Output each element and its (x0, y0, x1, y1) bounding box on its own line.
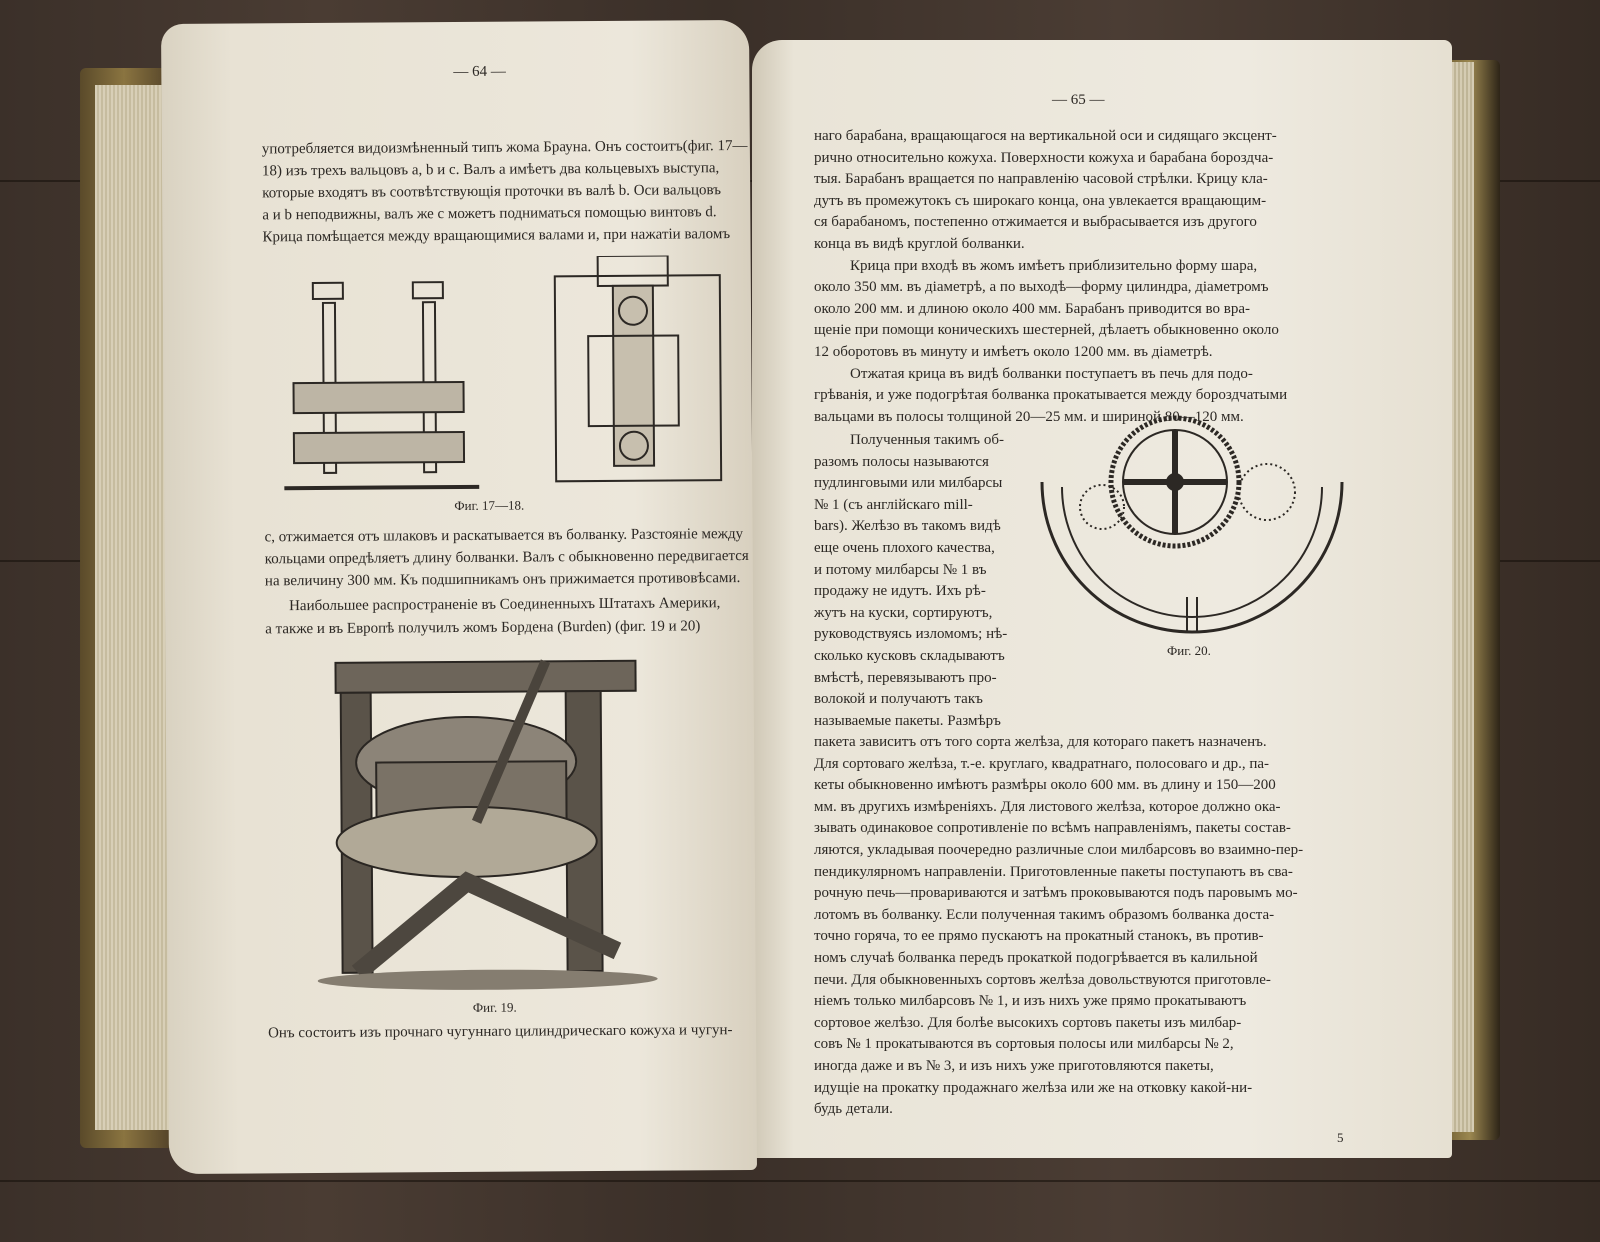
page-number: — 64 — (453, 63, 506, 81)
text-line: мм. въ другихъ измѣреніяхъ. Для листового желѣза, которое должно ока- (814, 798, 1281, 815)
text-line: сортовое желѣзо. Для болѣе высокихъ сортовъ пакеты изъ милбар- (814, 1014, 1242, 1031)
figure-caption: Фиг. 20. (1167, 643, 1211, 658)
text-line: а также и въ Европѣ получилъ жомъ Бордена (Burden) (фиг. 19 и 20) (265, 618, 701, 638)
text-line: пудлинговыми или милбарсы (814, 475, 1003, 492)
text-line: совъ № 1 прокатываются въ сортовыя полосы или милбарсы № 2, (814, 1036, 1234, 1053)
text-line: конца въ видѣ круглой болванки. (814, 236, 1025, 252)
figure-caption: Фиг. 19. (472, 999, 517, 1015)
text-line: которые входятъ въ соотвѣтствующія проточки въ валѣ b. Оси вальцовъ (262, 182, 722, 202)
text-line: руководствуясь изломомъ; нѣ- (814, 626, 1008, 643)
text-line: лотомъ въ болванку. Если полученная такимъ образомъ болванка доста- (814, 906, 1275, 923)
text-line: Крица при входѣ въ жомъ имѣетъ приблизительно форму шара, (850, 257, 1258, 274)
text-line: 18) изъ трехъ вальцовъ a, b и c. Валъ a имѣетъ два кольцевыхъ выступа, (261, 160, 720, 180)
text-line: ляются, укладывая поочередно различные слои милбарсовъ во взаимно-пер- (814, 842, 1304, 858)
signature-mark: 5 (1337, 1130, 1344, 1145)
text-line: рочную печь—провариваются и затѣмъ проковываются подъ паровымъ мо- (814, 885, 1298, 902)
text-line: пакета зависитъ отъ того сорта желѣза, для котораго пакетъ назначенъ. (814, 734, 1267, 750)
figure-20-squeezer-plan-drawing (1037, 412, 1347, 637)
text-line: на величину 300 мм. Къ подшипникамъ онъ прижимается противовѣсами. (264, 570, 741, 590)
text-line: называемые пакеты. Размѣръ (814, 712, 1001, 729)
text-line: вальцами въ полосы толщиной 20—25 мм. и шириной 80—120 мм. (814, 408, 1244, 425)
text-line: сколько кусковъ складываютъ (814, 648, 1005, 664)
text-line: волокой и получаютъ такъ (814, 691, 983, 708)
text-line: Отжатая крица въ видѣ болванки поступаетъ въ печь для подо- (850, 365, 1253, 382)
text-line: Полученныя такимъ об- (850, 432, 1004, 448)
text-line: наго барабана, вращающагося на вертикальной оси и сидящаго эксцент- (814, 128, 1277, 144)
text-line: 12 оборотовъ въ минуту и имѣетъ около 1200 мм. въ діаметрѣ. (814, 344, 1213, 360)
text-line: и потому милбарсы № 1 въ (814, 561, 987, 578)
right-page (752, 40, 1452, 1158)
text-line: Онъ состоитъ изъ прочнаго чугуннаго цилиндрическаго кожуха и чугун- (267, 1022, 733, 1042)
page-number: — 65 — (1052, 92, 1105, 108)
text-line: пендикулярномъ направленіи. Приготовленные пакеты поступаютъ въ сва- (814, 863, 1293, 880)
left-page (161, 20, 757, 1174)
text-line: ніемъ только милбарсовъ № 1, и изъ нихъ уже прямо прокатываютъ (814, 993, 1247, 1010)
text-line: щеніе при помощи коническихъ шестерней, дѣлаетъ обыкновенно около (814, 322, 1279, 339)
text-line: точно горяча, то ее прямо пускаютъ на прокатный станокъ, въ против- (814, 928, 1264, 945)
text-line: будь детали. (814, 1101, 893, 1118)
text-line: Крица помѣщается между вращающимися валами и, при нажатіи валомъ (262, 226, 731, 246)
text-line: c, отжимается отъ шлаковъ и раскатывается въ болванку. Разстояніе между (264, 526, 744, 546)
text-line: Для сортоваго желѣза, т.-е. круглаго, квадратнаго, полосоваго и др., па- (814, 755, 1270, 772)
text-line: около 200 мм. и длиною около 400 мм. Барабанъ приводится во вра- (814, 300, 1251, 317)
text-line: № 1 (съ англійскаго mill- (814, 496, 973, 513)
text-line: грѣванія, и уже подогрѣтая болванка прокатывается между бороздчатыми (814, 387, 1288, 404)
text-line: употребляется видоизмѣненный типъ жома Брауна. Онъ состоитъ(фиг. 17— (261, 137, 748, 158)
text-line: печи. Для обыкновенныхъ сортовъ желѣза довольствуются приготовле- (814, 971, 1271, 988)
text-line: вмѣстѣ, перевязываютъ про- (814, 669, 997, 686)
text-line: Наибольшее распространеніе въ Соединенныхъ Штатахъ Америки, (289, 595, 721, 615)
text-line: еще очень плохого качества, (814, 540, 995, 556)
wood-plank-seam (0, 1180, 1600, 1182)
text-line: идущіе на прокатку продажнаго желѣза или же на отковку какой-ни- (814, 1079, 1253, 1096)
text-line: иногда даже и въ № 3, и изъ нихъ уже приготовляются пакеты, (814, 1058, 1214, 1074)
text-line: разомъ полосы называются (814, 453, 989, 470)
text-line: кольцами опредѣляетъ длину болванки. Валъ c обыкновенно передвигается (264, 547, 749, 568)
text-line: дутъ въ промежутокъ съ широкаго конца, она увлекается вращающим- (814, 192, 1267, 209)
text-line: рично относительно кожуха. Поверхности кожуха и барабана бороздча- (814, 149, 1274, 166)
figure-caption: Фиг. 17—18. (454, 497, 525, 514)
figure-18-rolling-mill-section (553, 255, 725, 486)
text-line: жутъ на куски, сортируютъ, (814, 604, 993, 621)
text-line: ся барабаномъ, постепенно отжимается и выбрасывается изъ другого (814, 214, 1257, 231)
text-line: номъ случаѣ болванка передъ прокаткой подогрѣвается въ калильной (814, 950, 1258, 966)
text-line: a и b неподвижны, валъ же c можетъ подниматься помощью винтовъ d. (262, 204, 717, 224)
figure-19-burden-squeezer-engraving (315, 650, 697, 993)
text-line: продажу не идутъ. Ихъ рѣ- (814, 583, 986, 600)
text-line: bars). Желѣзо въ такомъ видѣ (814, 518, 1001, 535)
figure-17-rolling-mill-drawing (283, 262, 485, 493)
text-line: тыя. Барабанъ вращается по направленію часовой стрѣлки. Крицу кла- (814, 171, 1268, 188)
text-line: около 350 мм. въ діаметрѣ, а по выходѣ—форму цилиндра, діаметромъ (814, 279, 1269, 296)
text-line: кеты обыкновенно имѣютъ размѣры около 600 мм. въ длину и 150—200 (814, 777, 1276, 794)
text-line: зывать одинаковое сопротивленіе по всѣмъ направленіямъ, пакеты состав- (814, 820, 1291, 837)
